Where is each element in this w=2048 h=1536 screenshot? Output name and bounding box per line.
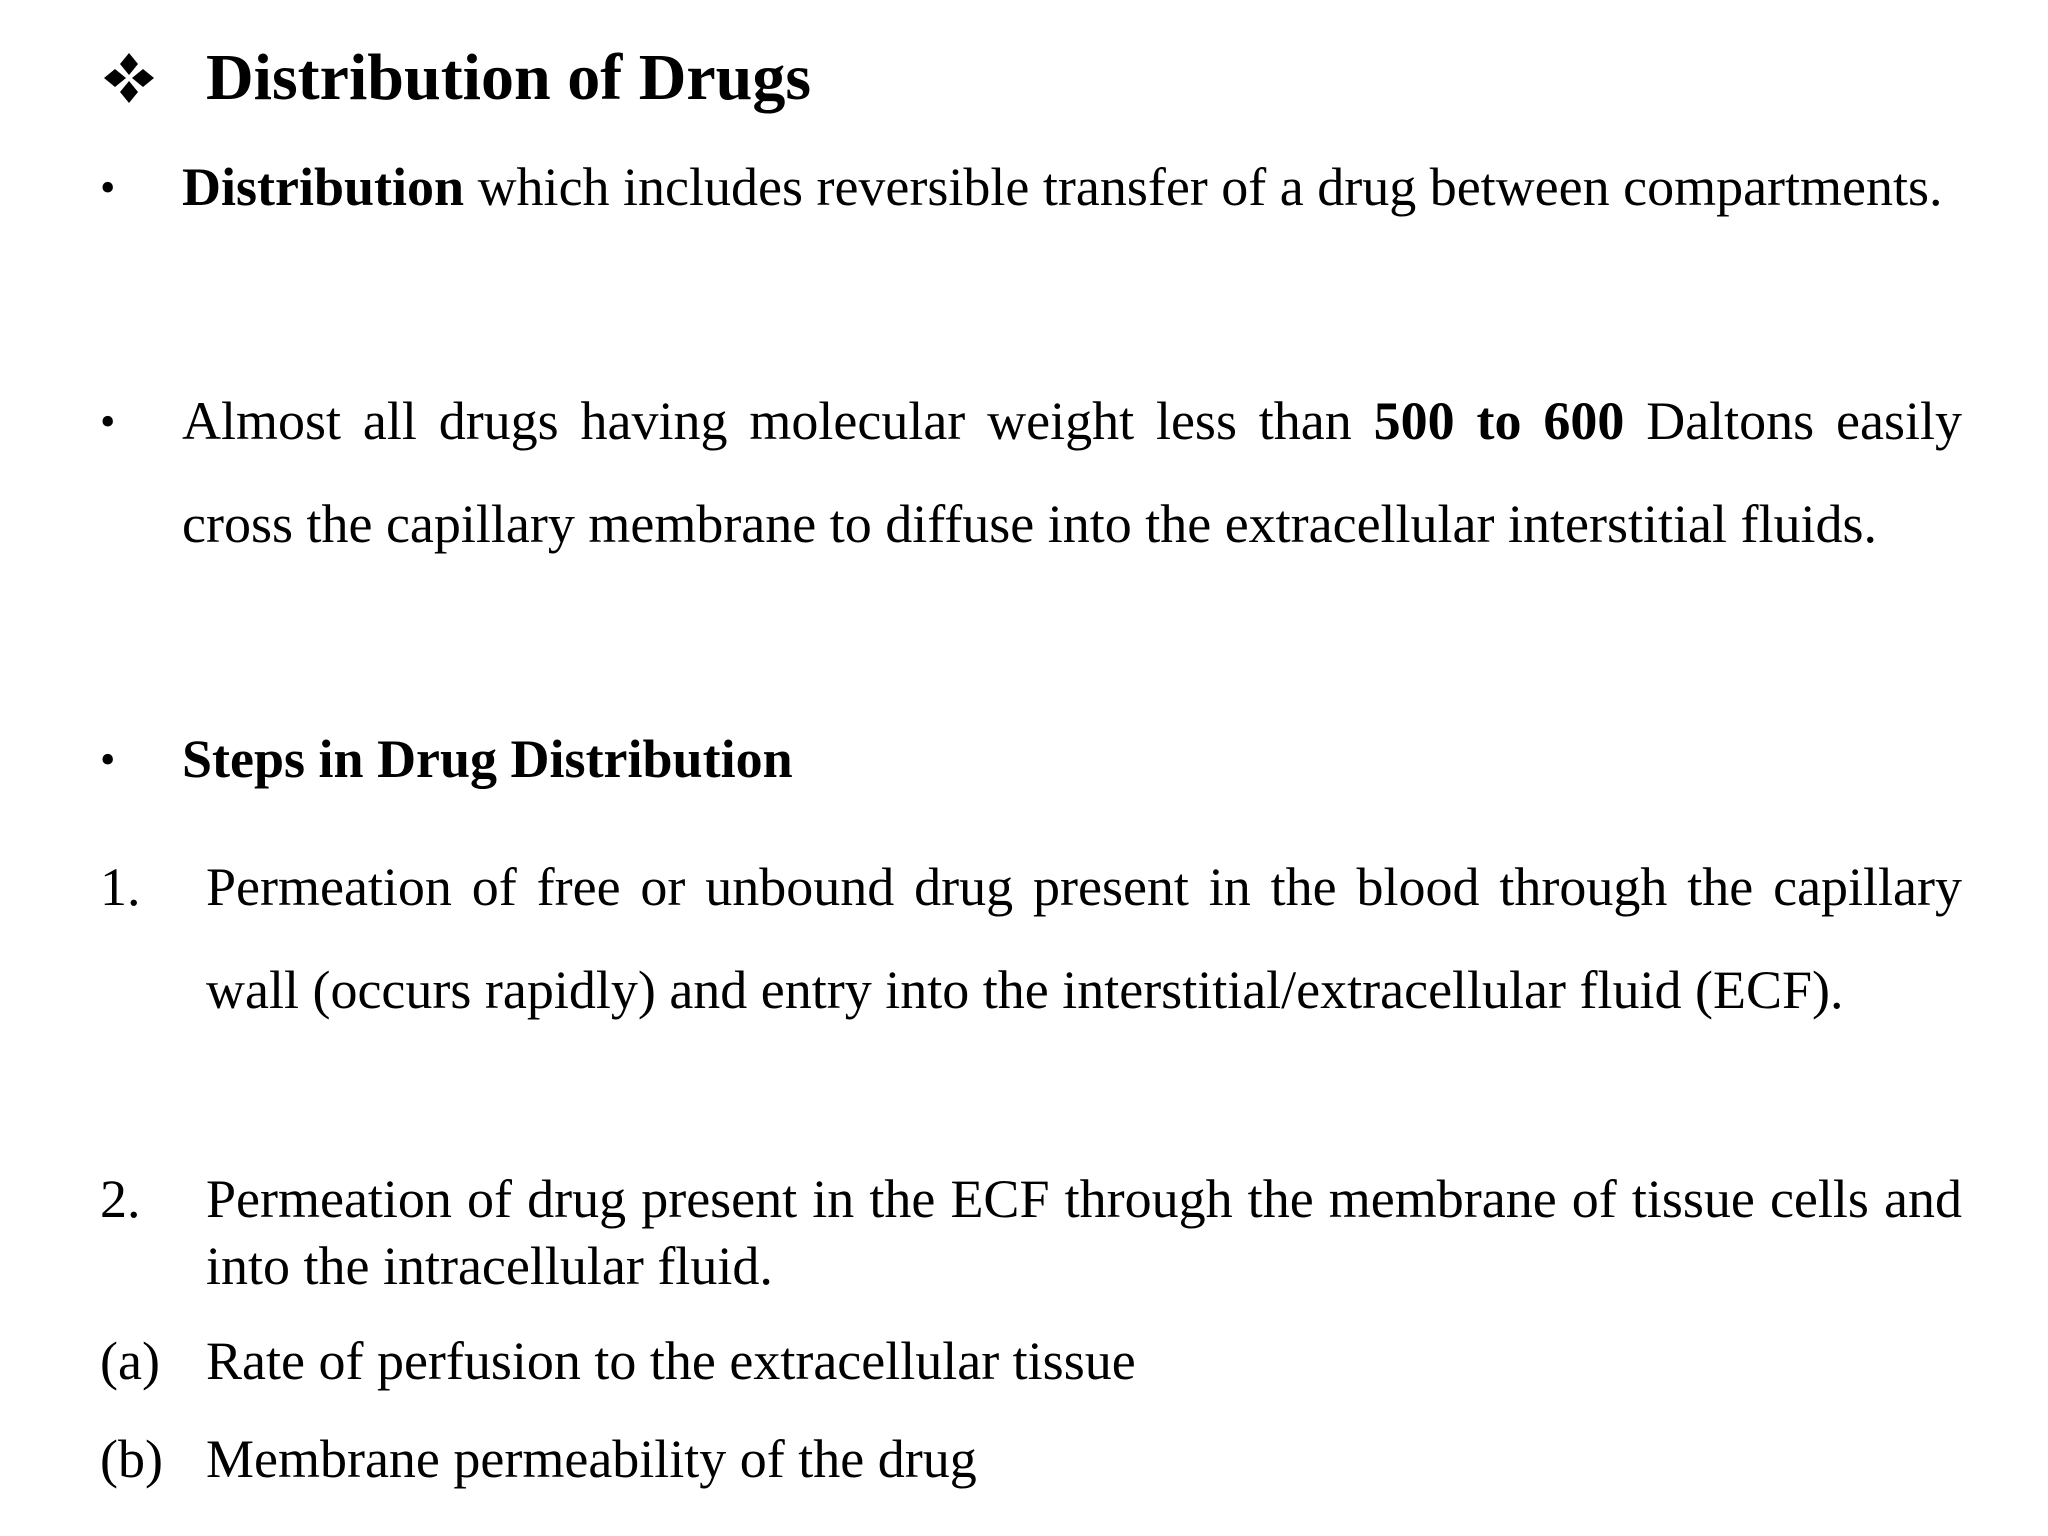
bullet-item-distribution [100,136,1962,346]
factor-text: Membrane permeability of the drug [206,1429,977,1489]
four-diamond-icon [102,51,156,105]
step-text: Permeation of drug present in the ECF through the membrane of tissue cells and into the intracellular fluid. [206,1169,1962,1296]
factor-text: Rate of perfusion to the extracellular tissue [206,1331,1136,1391]
section-heading [102,38,811,118]
bullet-text [182,136,1962,239]
bullet-body-pre: Almost all drugs having molecular weight less than [182,391,1374,451]
bullet-bold-range: 500 to 600 [1373,391,1625,451]
factor-marker: (a) [100,1331,160,1391]
factor-item-a [100,1328,1962,1408]
factor-item-b [100,1426,1962,1506]
bullet-body-post: Daltons easily cross the capillary membrane to diffuse into the extracellular interstitial fluids. [182,391,1962,554]
bullet-symbol: • [100,397,116,446]
bullet-body: which includes reversible transfer of a drug between compartments. [464,157,1943,217]
step-number: 2. [100,1169,141,1229]
bullet-subheading: Steps in Drug Distribution [182,729,793,789]
bullet-item-molecular-weight [100,370,1962,680]
factor-marker: (b) [100,1429,163,1489]
step-number: 1. [100,857,141,917]
step-text: Permeation of free or unbound drug present in the blood through the capillary wall (occurs rapidly) and entry into the interstitial/extracellular fluid (ECF). [206,857,1962,1020]
bullet-item-steps [100,708,1962,812]
bullet-bold-lead: Distribution [182,157,465,217]
step-item-2 [100,1166,1962,1306]
step-item-1 [100,836,1962,1146]
page-title: Distribution of Drugs [206,41,812,114]
bullet-symbol: • [100,163,116,212]
bullet-text [182,370,1962,576]
bullet-symbol: • [100,735,116,784]
